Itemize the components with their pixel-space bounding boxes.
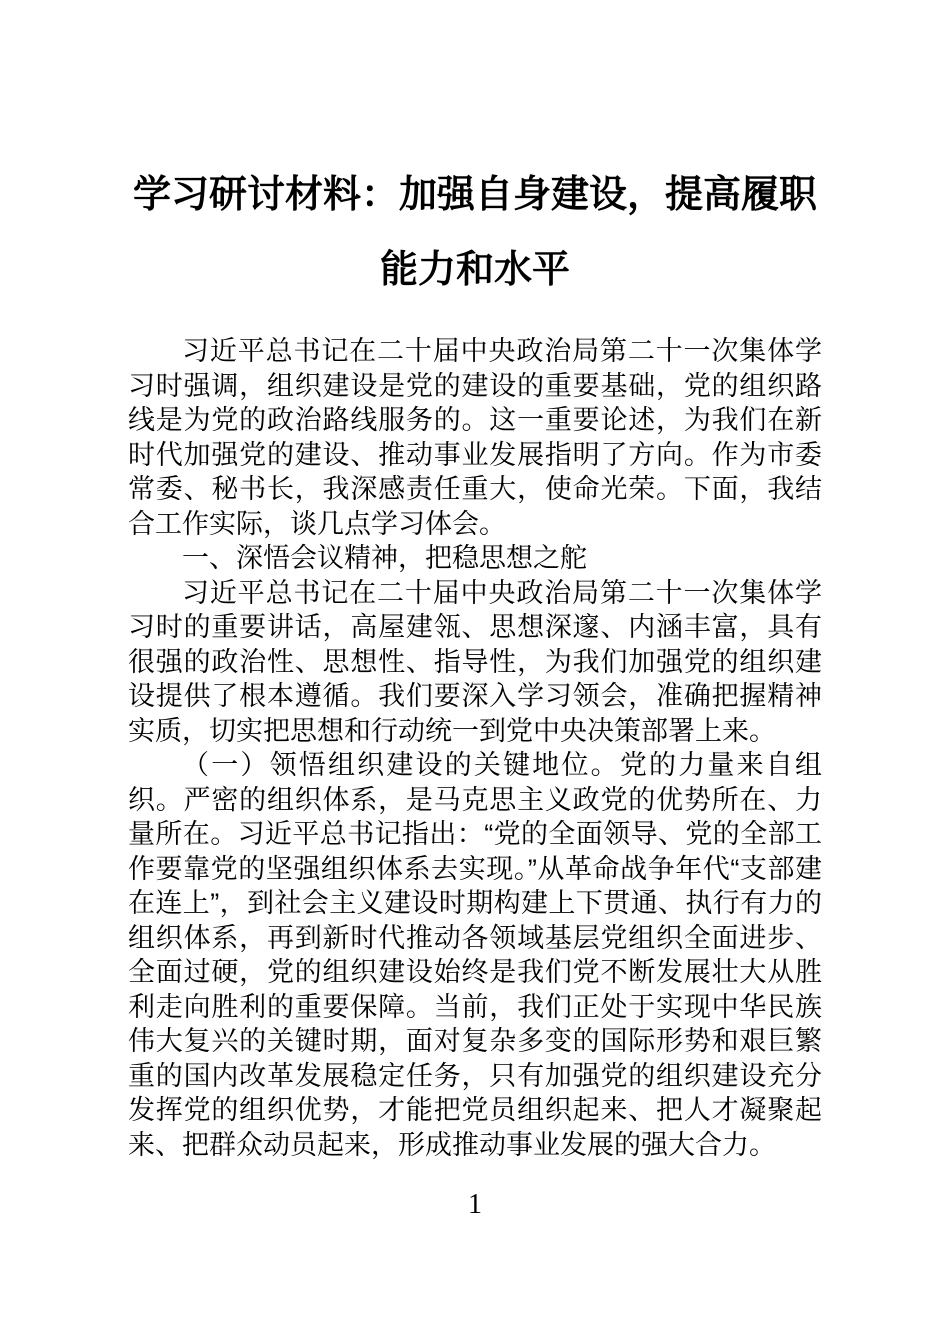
paragraph: 习近平总书记在二十届中央政治局第二十一次集体学习时强调，组织建设是党的建设的重要基础，党的组织路线是为党的政治路线服务的。这一重要论述，为我们在新时代加强党的建设、推动事业发展指明了方向。作为市委常委、秘书长，我深感责任重大，使命光荣。下面，我结合工作实际，谈几点学习体会。 [128,336,822,539]
section-heading: 一、深悟会议精神，把稳思想之舵 [182,543,587,573]
paragraph: 习近平总书记在二十届中央政治局第二十一次集体学习时的重要讲话，高屋建瓴、思想深邃、内涵丰富，具有很强的政治性、思想性、指导性，为我们加强党的组织建设提供了根本遵循。我们要深入学习领会，准确把握精神实质，切实把思想和行动统一到党中央决策部署上来。 [128,577,822,746]
page-number: 1 [468,1189,482,1220]
paragraph: （一）领悟组织建设的关键地位。党的力量来自组织。严密的组织体系，是马克思主义政党的优势所在、力量所在。习近平总书记指出：“党的全面领导、党的全部工作要靠党的坚强组织体系去实现。”从革命战争年代“支部建在连上”，到社会主义建设时期构建上下贯通、执行有力的组织体系，再到新时代推动各领域基层党组织全面进步、全面过硬，党的组织建设始终是我们党不断发展壮大从胜利走向胜利的重要保障。当前，我们正处于实现中华民族伟大复兴的关键时期，面对复杂多变的国际形势和艰巨繁重的国内改革发展稳定任务，只有加强党的组织建设充分发挥党的组织优势，才能把党员组织起来、把人才凝聚起来、把群众动员起来，形成推动事业发展的强大合力。 [128,750,822,1160]
document-body [128,334,822,1162]
document-title: 学习研讨材料：加强自身建设，提高履职能力和水平 [132,174,817,291]
